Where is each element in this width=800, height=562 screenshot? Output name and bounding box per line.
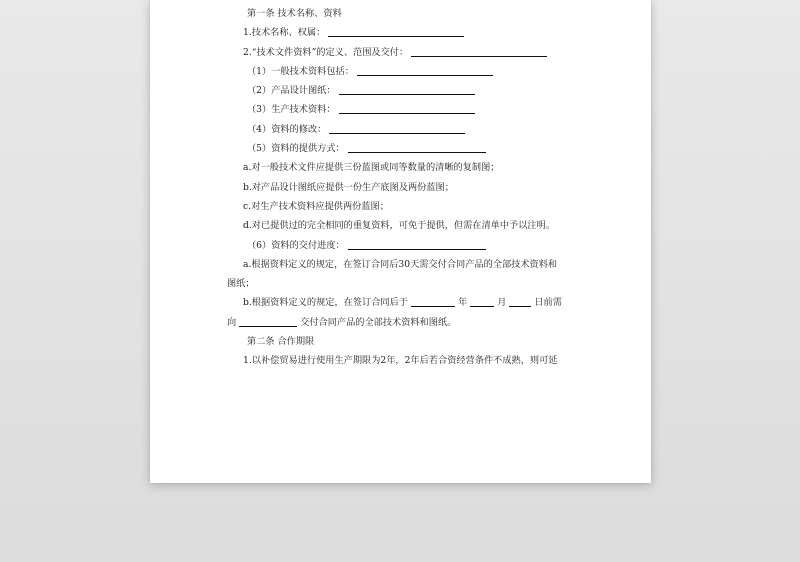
blank-field [339,83,475,95]
item-1: 1.技术名称、权属： [243,23,581,42]
document-body [227,4,581,371]
item-2: 2.“技术文件资料”的定义、范围及交付： [243,43,581,62]
clause-b1: b.对产品设计图纸应提供一份生产底图及两份蓝图； [243,181,454,193]
blank-field [339,102,475,114]
clause-b2: b.根据资料定义的规定，在签订合同后于 年 月 日前需 [243,297,562,309]
clause-d1: d.对已提供过的完全相同的重复资料，可免于提供，但需在清单中予以注明。 [243,220,555,232]
clause-a2: a.根据资料定义的规定，在签订合同后30天需交付合同产品的全部技术资料和 [243,258,558,270]
section-2-title: 第二条 合作期限 [247,336,315,348]
blank-field [357,64,493,76]
clause-a2-continued: 图纸； [227,278,255,290]
clause-b2-continued: 向 交付合同产品的全部技术资料和图纸。 [227,316,457,328]
blank-field [509,295,531,307]
blank-field [239,315,297,327]
blank-field [328,25,464,37]
clause-c1: c.对生产技术资料应提供两份蓝图； [243,200,389,212]
blank-field [411,45,547,57]
sub-item-3: （3）生产技术资料： [243,100,581,119]
blank-field [411,295,455,307]
sub-item-5: （5）资料的提供方式： [243,139,581,158]
document-page [150,0,651,483]
sub-item-4: （4）资料的修改： [243,120,581,139]
sub-item-1: （1）一般技术资料包括： [243,62,581,81]
clause-a1: a.对一般技术文件应提供三份蓝图或同等数量的清晰的复制图； [243,162,500,174]
blank-field [348,141,486,153]
blank-field [348,238,486,250]
sub-item-2: （2）产品设计图纸： [243,81,581,100]
blank-field [470,295,494,307]
item-2-1: 1.以补偿贸易进行使用生产期限为2年，2年后若合资经营条件不成熟，则可延 [243,355,558,367]
section-1-title: 第一条 技术名称、资料 [247,8,342,19]
blank-field [329,122,465,134]
sub-item-6: （6）资料的交付进度： [243,236,581,255]
